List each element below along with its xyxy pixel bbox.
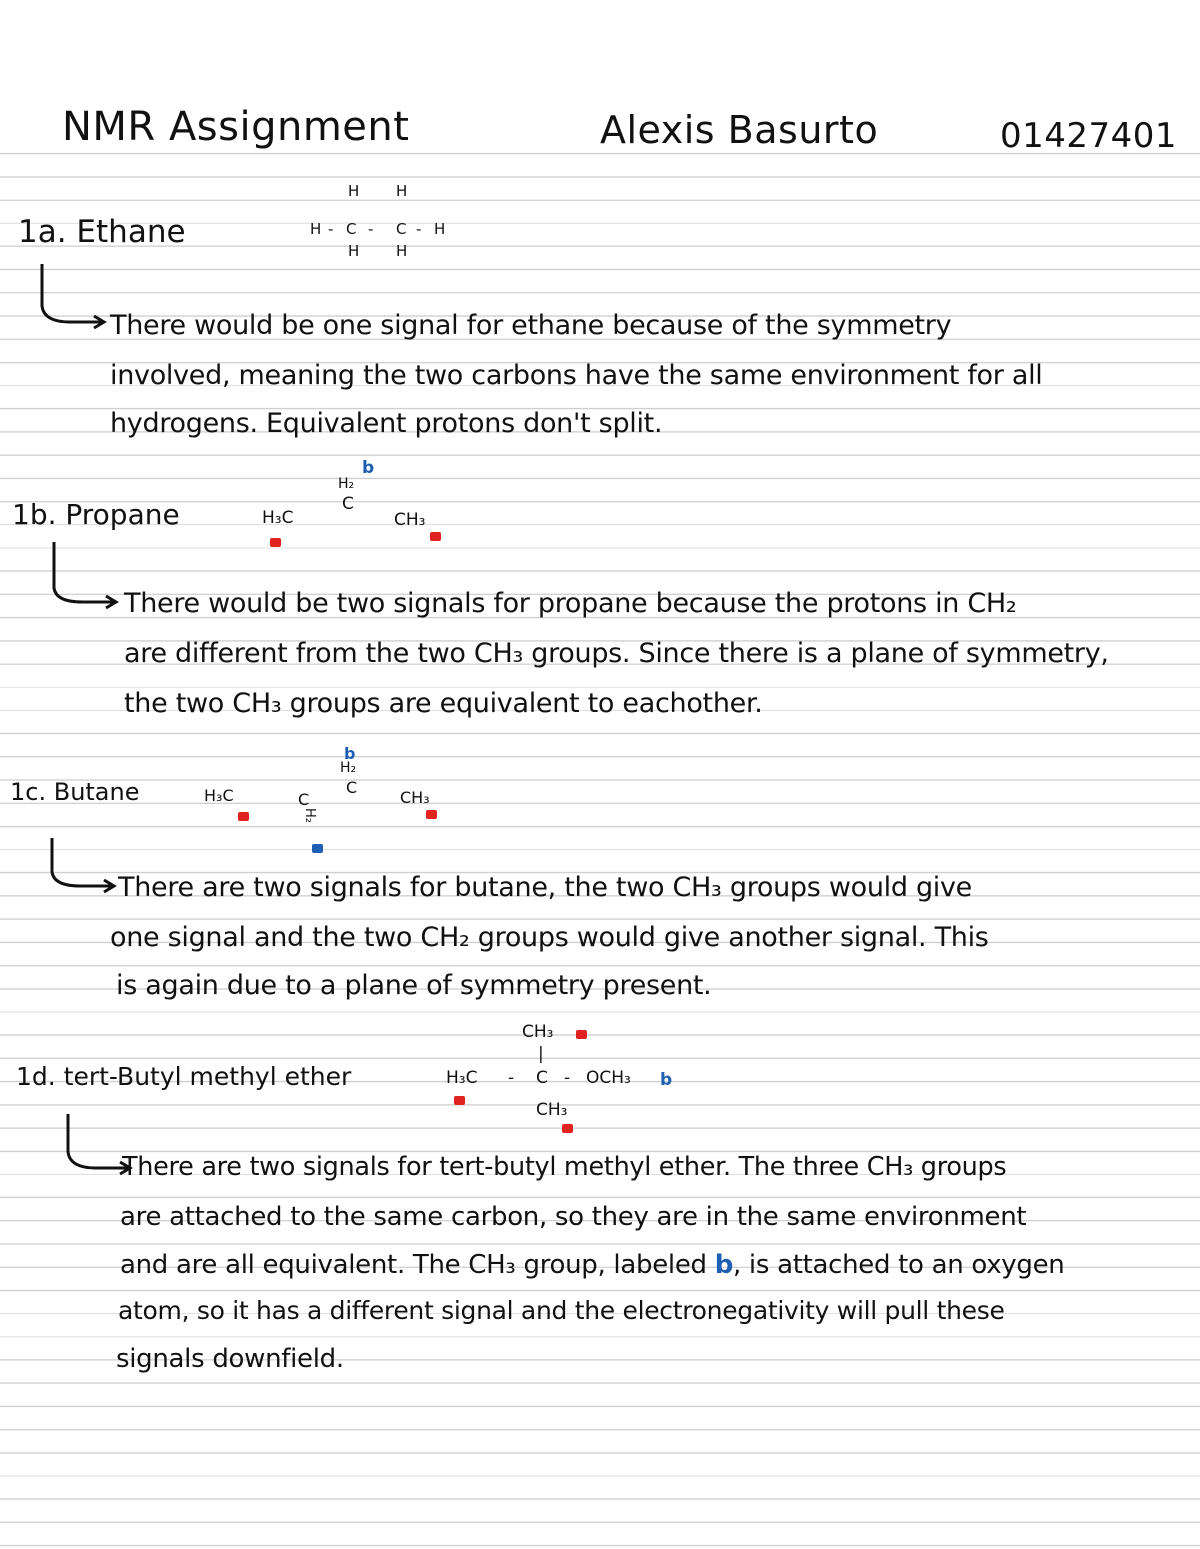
- propane-red-marker-right: [430, 532, 441, 541]
- ether-red-marker-bottom: [562, 1124, 573, 1133]
- q1a-line-2: involved, meaning the two carbons have the same environment for all: [110, 360, 1043, 391]
- q1a-line-1: There would be one signal for ethane because of the symmetry: [110, 310, 952, 341]
- butane-blue-marker: [312, 844, 323, 853]
- q1d-line-5: signals downfield.: [116, 1344, 344, 1374]
- butane-red-marker-right: [426, 810, 437, 819]
- q1b-arrow-icon: [42, 540, 122, 612]
- q1b-line-1: There would be two signals for propane because the protons in CH₂: [124, 588, 1017, 619]
- ether-red-marker-left: [454, 1096, 465, 1105]
- propane-structure: b H₂ C H₃C CH₃: [262, 458, 462, 548]
- q1c-line-1: There are two signals for butane, the two CH₃ groups would give: [118, 872, 972, 903]
- q1d-heading: 1d. tert-Butyl methyl ether: [16, 1062, 352, 1091]
- q1b-heading: 1b. Propane: [12, 498, 180, 531]
- q1c-arrow-icon: [42, 836, 122, 896]
- ether-red-marker-top: [576, 1030, 587, 1039]
- butane-structure: b H₂ C H₃C C CH₃ H₂: [204, 744, 454, 860]
- propane-red-marker-left: [270, 538, 281, 547]
- q1d-inline-label-b: b: [714, 1250, 733, 1280]
- q1c-line-3: is again due to a plane of symmetry present.: [116, 970, 712, 1001]
- q1c-line-2: one signal and the two CH₂ groups would give another signal. This: [110, 922, 989, 953]
- q1b-line-3: the two CH₃ groups are equivalent to eachother.: [124, 688, 763, 719]
- q1a-heading: 1a. Ethane: [18, 214, 186, 250]
- student-id: 01427401: [1000, 116, 1178, 156]
- q1c-heading: 1c. Butane: [10, 778, 140, 806]
- author-name: Alexis Basurto: [600, 108, 879, 152]
- q1a-line-3: hydrogens. Equivalent protons don't split.: [110, 408, 663, 439]
- butane-red-marker-left: [238, 812, 249, 821]
- q1d-line-3: and are all equivalent. The CH₃ group, labeled b, is attached to an oxygen: [120, 1250, 1065, 1280]
- q1d-line-1: There are two signals for tert-butyl methyl ether. The three CH₃ groups: [122, 1152, 1007, 1182]
- q1a-arrow-icon: [30, 262, 110, 332]
- ethane-structure: H H H - C - C - H H H: [310, 182, 446, 260]
- q1d-line-4: atom, so it has a different signal and the electronegativity will pull these: [118, 1296, 1005, 1325]
- page-title: NMR Assignment: [62, 104, 410, 150]
- q1d-line-2: are attached to the same carbon, so they are in the same environment: [120, 1202, 1027, 1232]
- tert-butyl-methyl-ether-structure: CH₃ | H₃C - C - OCH₃ b CH₃: [446, 1018, 686, 1138]
- q1b-line-2: are different from the two CH₃ groups. Since there is a plane of symmetry,: [124, 638, 1109, 669]
